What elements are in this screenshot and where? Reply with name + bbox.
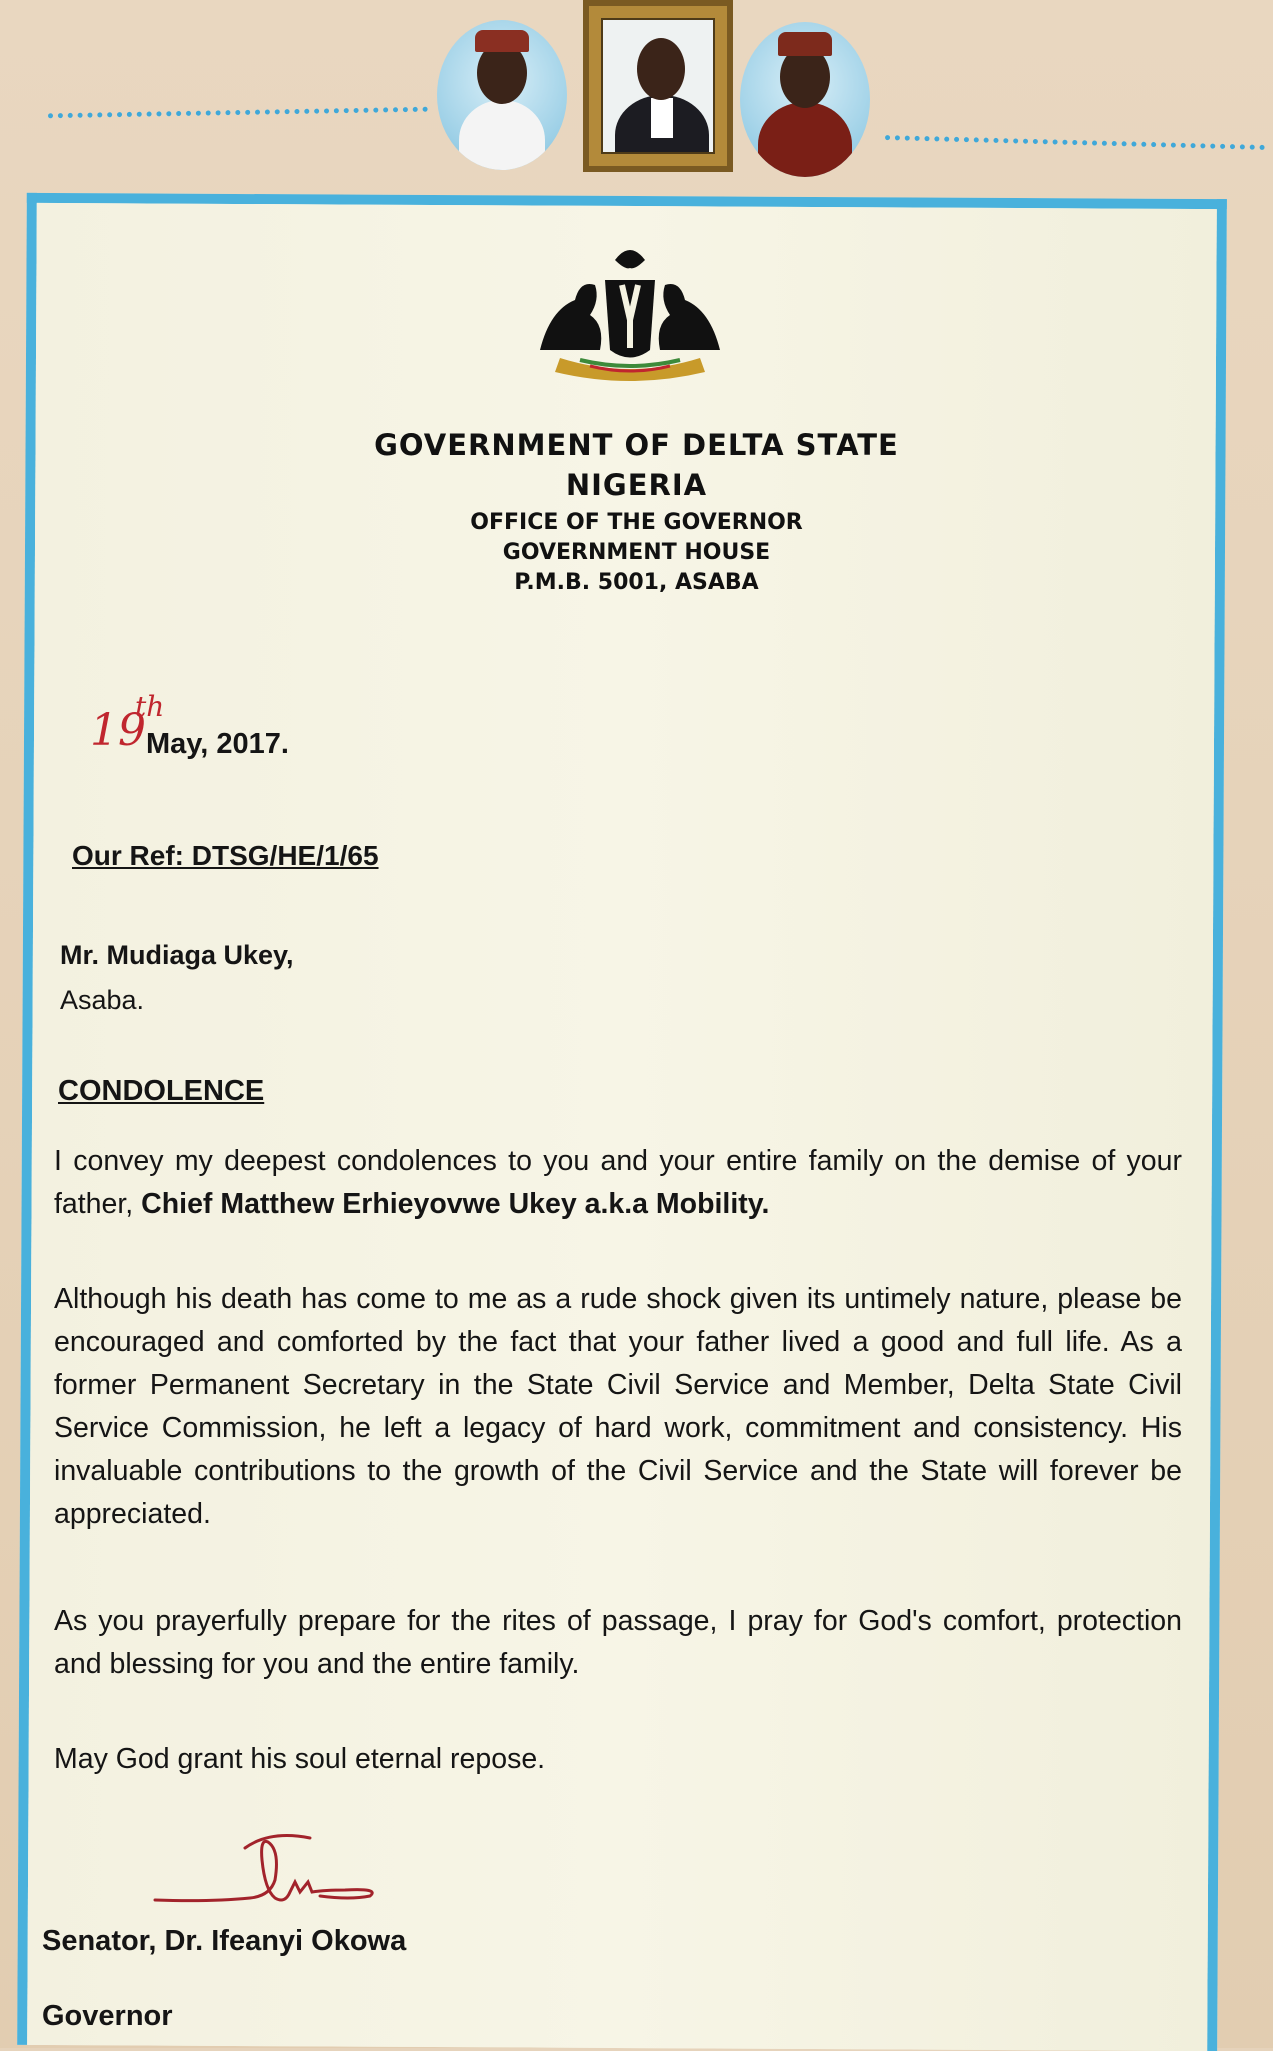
reference-number: Our Ref: DTSG/HE/1/65 bbox=[72, 840, 379, 871]
signature-icon bbox=[150, 1820, 390, 1930]
paragraph-1 bbox=[54, 1140, 1182, 1226]
header-government: GOVERNMENT OF DELTA STATE bbox=[374, 428, 899, 462]
letter-subject: CONDOLENCE bbox=[58, 1075, 265, 1107]
header-address: P.M.B. 5001, ASABA bbox=[514, 570, 759, 595]
header-office: OFFICE OF THE GOVERNOR bbox=[470, 510, 803, 535]
portrait-left bbox=[437, 20, 567, 170]
header-country: NIGERIA bbox=[565, 468, 708, 502]
deceased-name: Chief Matthew Erhieyovwe Ukey a.k.a Mobility. bbox=[141, 1188, 770, 1220]
recipient-name: Mr. Mudiaga Ukey, bbox=[60, 940, 294, 970]
signer-title: Governor bbox=[42, 2000, 173, 2032]
paragraph-2: Although his death has come to me as a rude shock given its untimely nature, please be encouraged and comforted by the fact that your father lived a good and full life. As a former Permanent Secretary in the State Civil Service and Member, Delta State Civil Service Commission, he left a legacy of hard work, commitment and consistency. His invaluable contributions to the growth of the Civil Service and the State will forever be appreciated. bbox=[54, 1283, 1182, 1530]
recipient-city: Asaba. bbox=[60, 985, 145, 1015]
letter-date: May, 2017. bbox=[146, 728, 289, 760]
handwritten-date-suffix: th bbox=[135, 690, 165, 723]
coat-of-arms-icon bbox=[520, 240, 740, 390]
paragraph-1-text: I convey my deepest condolences to you and your entire family on the demise of your father, bbox=[54, 1145, 1182, 1220]
portrait-center-frame bbox=[583, 0, 733, 172]
header-house: GOVERNMENT HOUSE bbox=[502, 540, 771, 565]
handwritten-date-day: 19 bbox=[90, 705, 146, 756]
portrait-right bbox=[740, 22, 870, 177]
paragraph-4: May God grant his soul eternal repose. bbox=[54, 1743, 546, 1775]
signer-name: Senator, Dr. Ifeanyi Okowa bbox=[42, 1925, 407, 1957]
paragraph-3: As you prayerfully prepare for the rites of passage, I pray for God's comfort, protection and blessing for you and the entire family. bbox=[54, 1605, 1182, 1680]
